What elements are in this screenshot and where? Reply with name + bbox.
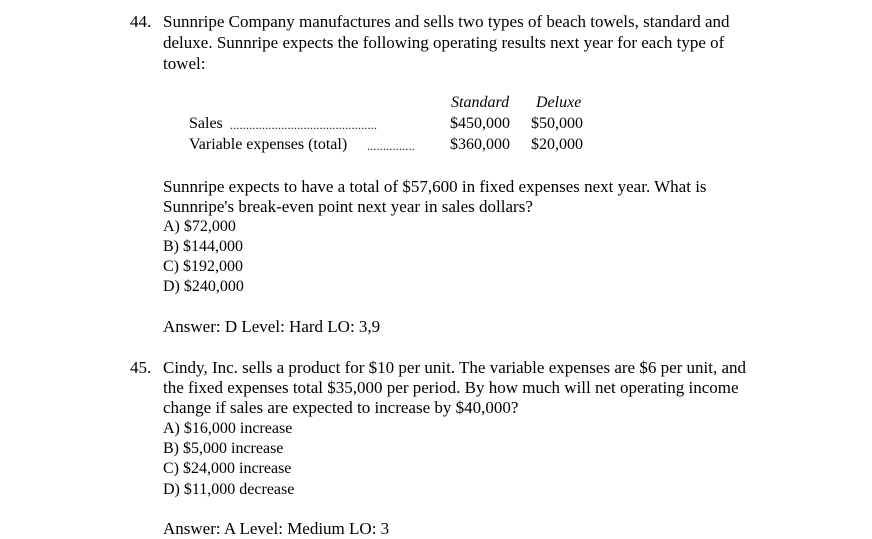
column-header-deluxe: Deluxe: [536, 94, 582, 111]
question-text-line: Cindy, Inc. sells a product for $10 per unit. The variable expenses are $6 per unit, and: [163, 358, 747, 377]
option-d: D) $11,000 decrease: [163, 481, 295, 498]
row-label-variable-expenses: Variable expenses (total): [189, 136, 348, 153]
question-text-line: the fixed expenses total $35,000 per period. By how much will net operating income: [163, 378, 739, 397]
column-header-standard: Standard: [451, 94, 510, 111]
answer-line: Answer: D Level: Hard LO: 3,9: [163, 317, 381, 336]
option-a: A) $16,000 increase: [163, 420, 293, 437]
variable-standard-value: $360,000: [450, 136, 510, 153]
question-text-line: towel:: [163, 54, 206, 73]
question-text-line: deluxe. Sunnripe expects the following operating results next year for each type of: [163, 33, 725, 52]
question-number: 45.: [130, 358, 152, 377]
answer-line: Answer: A Level: Medium LO: 3: [163, 519, 390, 538]
variable-deluxe-value: $20,000: [531, 136, 583, 153]
question-number: 44.: [130, 12, 152, 31]
question-text-line: Sunnripe expects to have a total of $57,600 in fixed expenses next year. What is: [163, 177, 707, 196]
leader-dots: ...............: [367, 139, 415, 153]
sales-standard-value: $450,000: [450, 115, 510, 132]
leader-dots: ..............................................: [230, 118, 378, 132]
row-label-sales: Sales: [189, 115, 223, 132]
option-b: B) $5,000 increase: [163, 440, 284, 457]
sales-deluxe-value: $50,000: [531, 115, 583, 132]
question-text-line: Sunnripe Company manufactures and sells two types of beach towels, standard and: [163, 12, 730, 31]
question-text-line: Sunnripe's break-even point next year in sales dollars?: [163, 197, 533, 216]
option-a: A) $72,000: [163, 218, 236, 235]
question-text-line: change if sales are expected to increase by $40,000?: [163, 398, 519, 417]
option-d: D) $240,000: [163, 278, 244, 295]
option-b: B) $144,000: [163, 238, 243, 255]
option-c: C) $192,000: [163, 258, 243, 275]
option-c: C) $24,000 increase: [163, 460, 292, 477]
